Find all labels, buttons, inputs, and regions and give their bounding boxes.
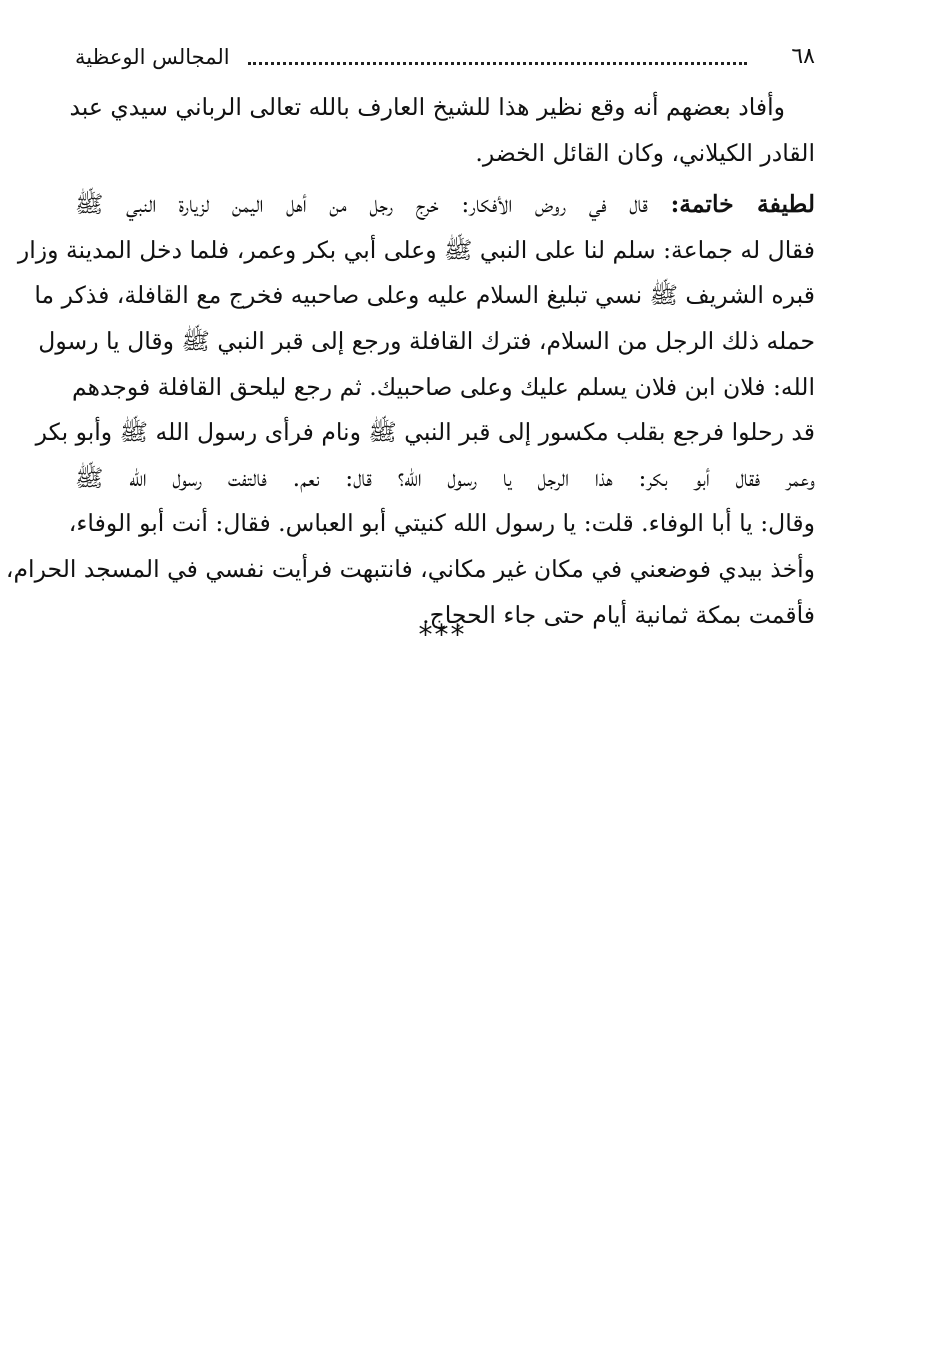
running-title: المجالس الوعظية [75,45,230,69]
text-line: وقال: يا أبا الوفاء. قلت: يا رسول الله كنيتي أبو العباس. فقال: أنت أبو الوفاء، [68,509,815,538]
text-line: قد رحلوا فرجع بقلب مكسور إلى قبر النبي ﷺ ونام فرأى رسول الله ﷺ وأبو بكر [35,418,815,447]
paragraph-2 [5,182,815,638]
header-dotted-rule [248,62,747,65]
text-line [75,182,815,228]
text-line: وأفاد بعضهم أنه وقع نظير هذا للشيخ العارف بالله تعالى الرباني سيدي عبد [69,93,785,121]
body-text [5,85,815,638]
section-separator: *** [418,618,467,651]
text-line: فأقمت بمكة ثمانية أيام حتى جاء الحجاج. [422,600,815,629]
text-line: فقال له جماعة: سلم لنا على النبي ﷺ وعلى أبي بكر وعمر، فلما دخل المدينة وزار [17,235,815,264]
text-line: حمله ذلك الرجل من السلام، فترك القافلة ورجع إلى قبر النبي ﷺ وقال يا رسول [38,326,815,355]
paragraph-lead: لطيفة خاتمة: [670,190,815,219]
text-line: وأخذ بيدي فوضعني في مكان غير مكاني، فانتبهت فرأيت نفسي في المسجد الحرام، [5,554,815,583]
page-header [75,40,815,74]
text-line: القادر الكيلاني، وكان القائل الخضر. [475,138,815,167]
paragraph-1 [69,85,815,176]
page-number: ٦٨ [791,44,815,69]
text-line: وعمر فقال أبو بكر: هذا الرجل يا رسول الله؟ قال: نعم. فالتفت رسول الله ﷺ [75,463,815,492]
text-line: قبره الشريف ﷺ نسي تبليغ السلام عليه وعلى صاحبيه فخرج مع القافلة، فذكر ما [34,281,815,310]
text-line: الله: فلان ابن فلان يسلم عليك وعلى صاحبيك. ثم رجع ليلحق القافلة فوجدهم [71,372,815,401]
text-line-rest: قال في روض الأفكار: خرج رجل من أهل اليمن لزيارة النبي ﷺ [75,190,671,219]
